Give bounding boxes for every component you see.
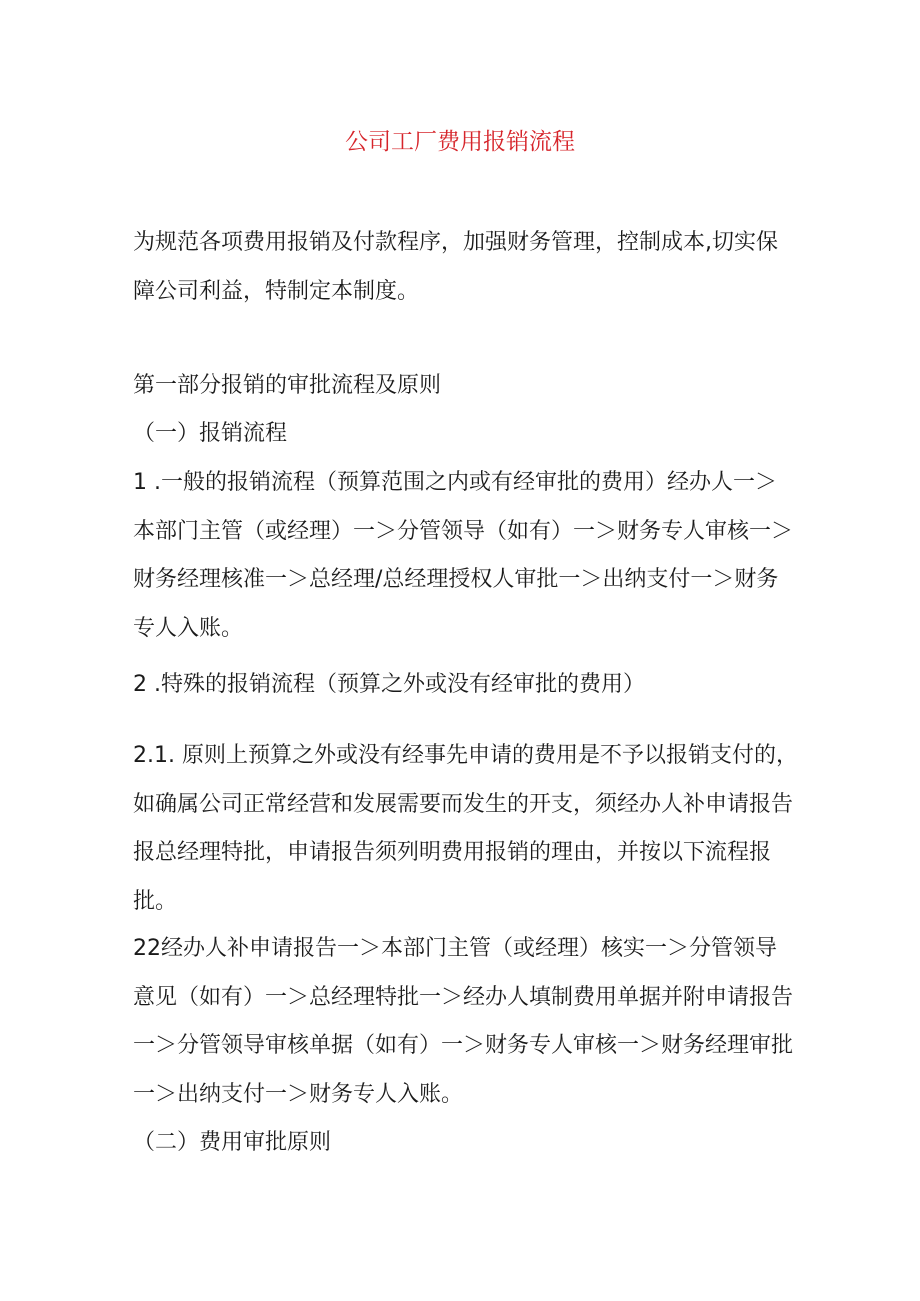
section1-heading: （一）报销流程 bbox=[133, 421, 288, 446]
intro-paragraph: 为规范各项费用报销及付款程序，加强财务管理，控制成本,切实保障公司利益，特制定本制度。 bbox=[133, 230, 778, 304]
document-title: 公司工厂费用报销流程 bbox=[345, 129, 575, 155]
section2-heading: （二）费用审批原则 bbox=[133, 1130, 332, 1155]
item2-1-paragraph: 2.1. 原则上预算之外或没有经事先申请的费用是不予以报销支付的，如确属公司正常经营和发展需要而发生的开支，须经办人补申请报告报总经理特批，申请报告须列明费用报销的理由，并按以下流程报批。 bbox=[133, 743, 798, 914]
part1-heading: 第一部分报销的审批流程及原则 bbox=[133, 373, 442, 398]
item2-2-paragraph: 22经办人补申请报告一＞本部门主管（或经理）核实一＞分管领导意见（如有）一＞总经理特批一＞经办人填制费用单据并附申请报告一＞分管领导审核单据（如有）一＞财务专人审核一＞财务经理审批一＞出纳支付一＞财务专人入账。 bbox=[133, 936, 794, 1107]
item2-paragraph: 2 .特殊的报销流程（预算之外或没有经审批的费用） bbox=[133, 672, 645, 697]
item1-paragraph: 1 .一般的报销流程（预算范围之内或有经审批的费用）经办人一＞本部门主管（或经理）一＞分管领导（如有）一＞财务专人审核一＞财务经理核准一＞总经理/总经理授权人审批一＞出纳支付一＞财务专人入账。 bbox=[133, 470, 794, 641]
